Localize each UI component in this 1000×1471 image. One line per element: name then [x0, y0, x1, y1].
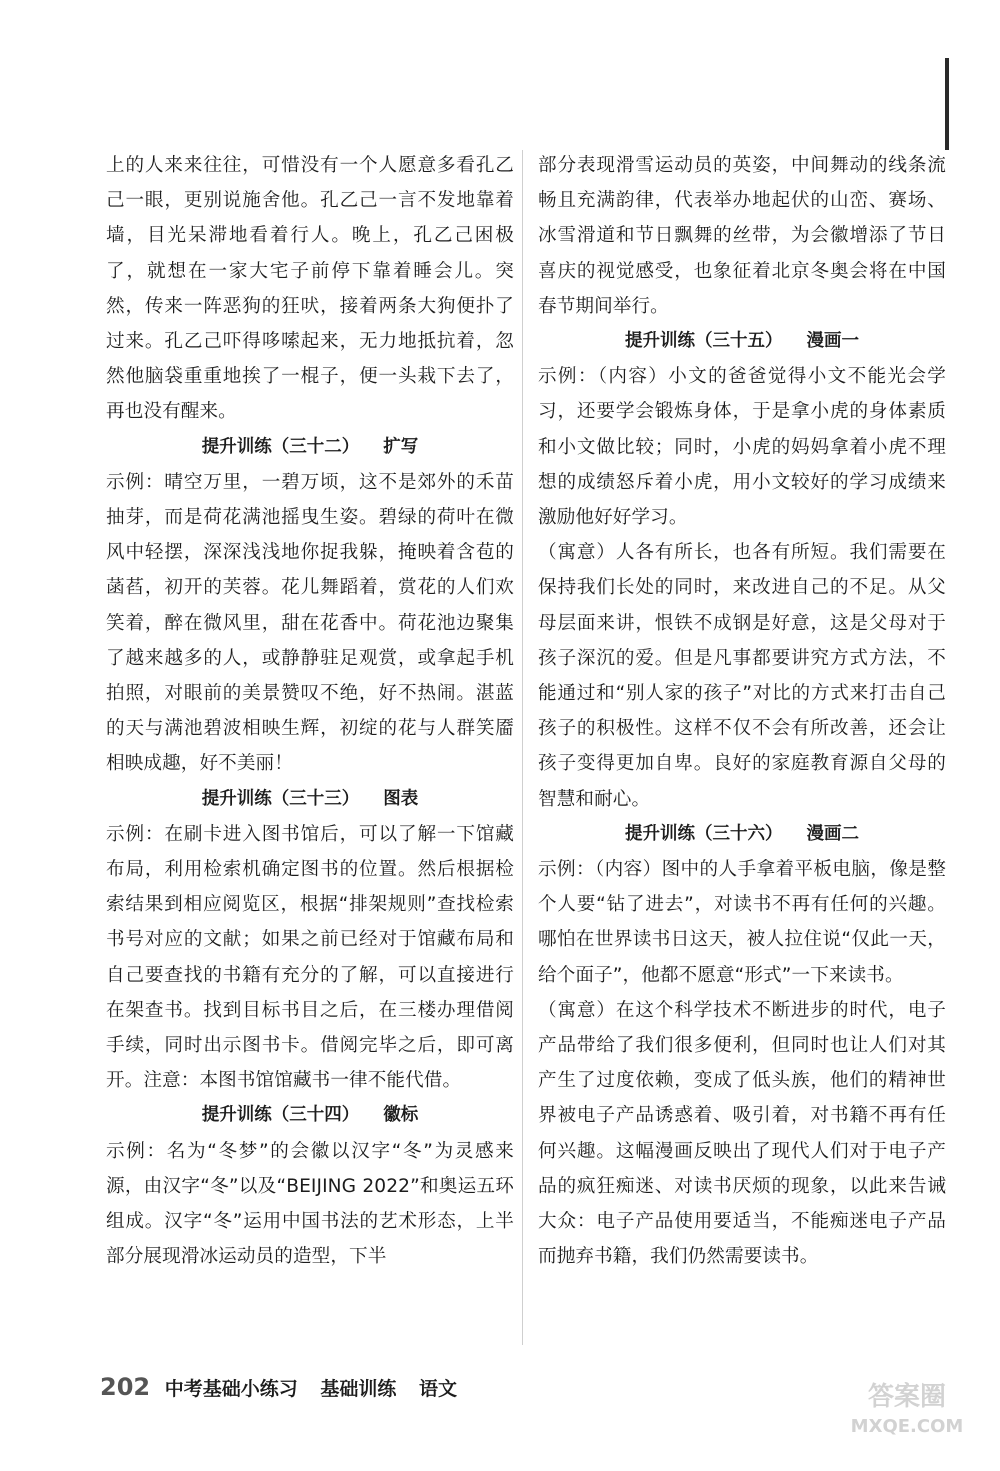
- answer-paragraph: 示例：（内容）图中的人手拿着平板电脑，像是整个人要“钻了进去”，对读书不再有任何的兴趣。哪怕在世界读书日这天，被人拉住说“仅此一天，给个面子”，他都不愿意“形式”一下来读书。: [538, 859, 946, 986]
- page-edge-mark: [945, 58, 949, 150]
- section-heading: [538, 324, 946, 359]
- series-label: 基础训练: [320, 1378, 397, 1400]
- answer-paragraph: 上的人来来往往，可惜没有一个人愿意多看孔乙己一眼，更别说施舍他。孔乙己一言不发地靠着墙，目光呆滞地看着行人。晚上，孔乙己困极了，就想在一家大宅子前停下靠着睡会儿。突然，传来一阵恶狗的狂吠，接着两条大狗便扑了过来。孔乙己吓得哆嗦起来，无力地抵抗着，忽然他脑袋重重地挨了一棍子，便一头栽下去了，再也没有醒来。: [106, 155, 514, 423]
- answer-paragraph: 示例：名为“冬梦”的会徽以汉字“冬”为灵感来源，由汉字“冬”以及“BEIJING 2022”和奥运五环组成。汉字“冬”运用中国书法的艺术形态，上半部分展现滑冰运动员的造型，下半: [106, 1140, 514, 1268]
- section-heading: [106, 430, 514, 465]
- page-footer: [100, 1373, 473, 1403]
- left-column: [106, 148, 514, 1274]
- section-title: 提升训练（三十三）: [201, 788, 360, 809]
- answer-paragraph: 示例：在刷卡进入图书馆后，可以了解一下馆藏布局，利用检索机确定图书的位置。然后根据检索结果到相应阅览区，根据“排架规则”查找检索书号对应的文献；如果之前已经对于馆藏布局和自己要查找的书籍有充分的了解，可以直接进行在架查书。找到目标书目之后，在三楼办理借阅手续，同时出示图书卡。借阅完毕之后，即可离开。注意：本图书馆馆藏书一律不能代借。: [106, 823, 514, 1092]
- section-heading: [538, 817, 946, 852]
- section-heading: [106, 1098, 514, 1133]
- watermark: [832, 1380, 982, 1450]
- page-number: 202: [100, 1373, 151, 1401]
- section-topic: 图表: [383, 788, 419, 809]
- section-title: 提升训练（三十二）: [201, 436, 360, 457]
- section-title: 提升训练（三十五）: [625, 331, 783, 352]
- subject-label: 语文: [419, 1378, 458, 1400]
- section-heading: [106, 782, 514, 817]
- column-divider: [522, 150, 523, 1345]
- answer-paragraph: 示例：晴空万里，一碧万顷，这不是郊外的禾苗抽芽，而是荷花满池摇曳生姿。碧绿的荷叶在微风中轻摆，深深浅浅地你捉我躲，掩映着含苞的菡萏，初开的芙蓉。花儿舞蹈着，赏花的人们欢笑着，醉在微风里，甜在花香中。荷花池边聚集了越来越多的人，或静静驻足观赏，或拿起手机拍照，对眼前的美景赞叹不绝，好不热闹。湛蓝的天与满池碧波相映生辉，初绽的花与人群笑靥相映成趣，好不美丽！: [106, 471, 514, 775]
- watermark-url: MXQE.COM: [850, 1416, 964, 1437]
- book-title: 中考基础小练习: [164, 1378, 298, 1400]
- section-topic: 徽标: [383, 1105, 419, 1126]
- section-topic: 扩写: [383, 436, 419, 457]
- answer-paragraph: 部分表现滑雪运动员的英姿，中间舞动的线条流畅且充满韵律，代表举办地起伏的山峦、赛场、冰雪滑道和节日飘舞的丝带，为会徽增添了节日喜庆的视觉感受，也象征着北京冬奥会将在中国春节期间举行。: [538, 155, 946, 317]
- answer-paragraph: 示例：（内容）小文的爸爸觉得小文不能光会学习，还要学会锻炼身体，于是拿小虎的身体素质和小文做比较；同时，小虎的妈妈拿着小虎不理想的成绩怒斥着小虎，用小文较好的学习成绩来激励他好好学习。: [538, 366, 946, 529]
- section-title: 提升训练（三十四）: [201, 1105, 360, 1126]
- section-topic: 漫画二: [806, 823, 859, 844]
- answer-paragraph: （寓意）在这个科学技术不断进步的时代，电子产品带给了我们很多便利，但同时也让人们对其产生了过度依赖，变成了低头族，他们的精神世界被电子产品诱惑着、吸引着，对书籍不再有任何兴趣。这幅漫画反映出了现代人们对于电子产品的疯狂痴迷、对读书厌烦的现象，以此来告诫大众：电子产品使用要适当，不能痴迷电子产品而抛弃书籍，我们仍然需要读书。: [538, 999, 946, 1268]
- section-title: 提升训练（三十六）: [625, 823, 783, 844]
- answer-paragraph: （寓意）人各有所长，也各有所短。我们需要在保持我们长处的同时，来改进自己的不足。从父母层面来讲，恨铁不成钢是好意，这是父母对于孩子深沉的爱。但是凡事都要讲究方式方法，不能通过和“别人家的孩子”对比的方式来打击自己孩子的积极性。这样不仅不会有所改善，还会让孩子变得更加自卑。良好的家庭教育源自父母的智慧和耐心。: [538, 542, 946, 810]
- watermark-logo: 答案圈: [867, 1382, 946, 1412]
- right-column: [538, 148, 946, 1274]
- section-topic: 漫画一: [806, 331, 859, 352]
